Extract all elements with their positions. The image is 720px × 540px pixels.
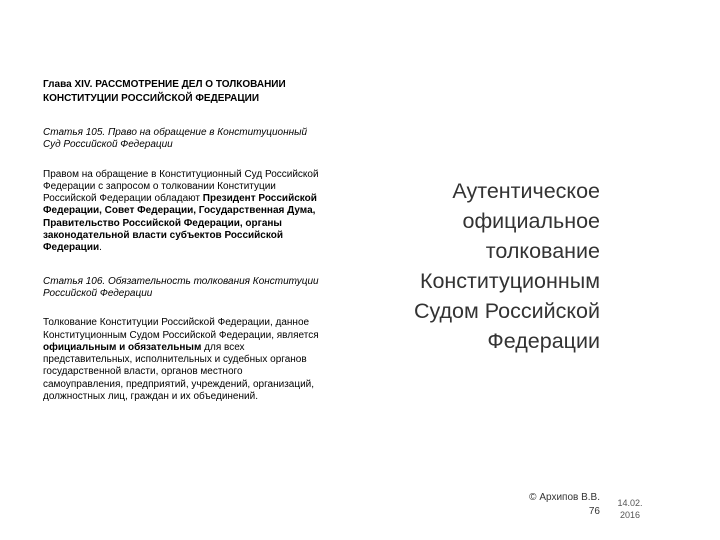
page-number: 76 — [588, 506, 600, 517]
footer-copyright — [500, 491, 600, 519]
date-line-2: 2016 — [619, 510, 641, 520]
legal-text-column — [43, 78, 323, 424]
chapter-title-line-2: КОНСТИТУЦИИ РОССИЙСКОЙ ФЕДЕРАЦИИ — [43, 93, 260, 104]
article-105-text-end: . — [99, 242, 102, 254]
article-106-text-plain-1: Толкование Конституции Российской Федерации, данное Конституционным Судом Российской Федерации, является — [43, 317, 319, 341]
chapter-title — [43, 78, 323, 106]
chapter-title-line-1: Глава XIV. РАССМОТРЕНИЕ ДЕЛ О ТОЛКОВАНИИ — [43, 79, 286, 90]
heading-line-5: Судом Российской — [413, 299, 600, 323]
article-105-text-plain: Правом на обращение в Конституционный Суд Российской Федерации с запросом о толковании Конституции Российской Федерации обладают — [43, 168, 319, 205]
article-106-text — [43, 317, 323, 403]
article-105-text — [43, 169, 323, 255]
article-106-text-bold: официальным и обязательным — [43, 341, 202, 353]
article-106-text-plain-2: для всех представительных, исполнительных и судебных органов государственной власти, органов местного самоуправления, предприятий, учреждений, организаций, должностных лиц, граждан и их объединений. — [43, 341, 315, 403]
heading-line-4: Конституционным — [419, 269, 600, 293]
heading-line-3: толкование — [485, 239, 600, 263]
copyright-text: © Архипов В.В. — [529, 492, 600, 503]
heading-line-2: официальное — [462, 209, 600, 233]
article-105-title: Статья 105. Право на обращение в Конституционный Суд Российской Федерации — [43, 127, 308, 151]
footer-date — [610, 497, 650, 521]
article-105-text-bold: Президент Российской Федерации, Совет Федерации, Государственная Дума, Правительство Российской Федерации, органы законодательной власти субъектов Российской Федерации — [43, 193, 317, 254]
article-106-title: Статья 106. Обязательность толкования Конституции Российской Федерации — [43, 275, 319, 299]
heading-line-1: Аутентическое — [452, 179, 600, 203]
heading-line-6: Федерации — [487, 329, 600, 353]
slide-heading — [388, 176, 600, 356]
date-line-1: 14.02. — [617, 498, 643, 508]
